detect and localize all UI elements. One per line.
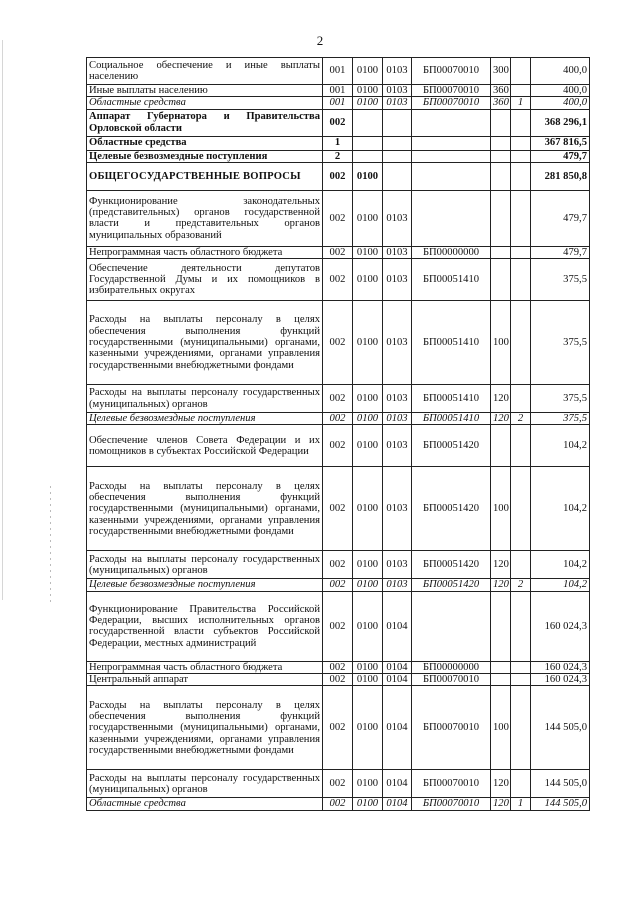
row-name: Обеспечение членов Совета Федерации и их помощников в субъектах Российской Федерации — [87, 425, 323, 467]
cell-amount: 375,5 — [531, 259, 590, 301]
cell-vr: 100 — [491, 467, 511, 551]
row-name: Целевые безвозмездные поступления — [87, 150, 323, 162]
row-name: Функционирование Правительства Российской Федерации, высших исполнительных органов государственной власти субъектов Российской Федерации, местных администраций — [87, 591, 323, 661]
table-row — [87, 97, 590, 109]
table-row — [87, 413, 590, 425]
cell-vr: 120 — [491, 551, 511, 579]
cell-vr — [491, 674, 511, 686]
cell-csr: БП00051410 — [412, 301, 491, 385]
cell-gr: 002 — [323, 674, 353, 686]
row-name: Областные средства — [87, 136, 323, 150]
cell-vr: 360 — [491, 97, 511, 109]
cell-vr: 120 — [491, 798, 511, 810]
cell-rz — [353, 136, 383, 150]
cell-amount: 368 296,1 — [531, 109, 590, 136]
cell-gr: 002 — [323, 425, 353, 467]
cell-csr: БП00051410 — [412, 259, 491, 301]
cell-vr: 120 — [491, 385, 511, 413]
cell-rz — [353, 150, 383, 162]
cell-rz: 0100 — [353, 259, 383, 301]
cell-source — [511, 385, 531, 413]
cell-rz: 0100 — [353, 551, 383, 579]
cell-csr: БП00051420 — [412, 551, 491, 579]
cell-amount: 104,2 — [531, 425, 590, 467]
cell-amount: 375,5 — [531, 385, 590, 413]
cell-csr — [412, 190, 491, 246]
cell-vr: 120 — [491, 413, 511, 425]
cell-gr: 002 — [323, 301, 353, 385]
cell-vr: 120 — [491, 579, 511, 591]
cell-csr: БП00000000 — [412, 661, 491, 673]
cell-gr: 002 — [323, 579, 353, 591]
cell-vr — [491, 591, 511, 661]
cell-amount: 375,5 — [531, 413, 590, 425]
cell-amount: 144 505,0 — [531, 798, 590, 810]
cell-rz: 0100 — [353, 97, 383, 109]
cell-rz: 0100 — [353, 798, 383, 810]
cell-pr: 0104 — [383, 674, 412, 686]
cell-gr: 002 — [323, 259, 353, 301]
cell-csr — [412, 109, 491, 136]
cell-gr: 002 — [323, 591, 353, 661]
cell-source — [511, 150, 531, 162]
cell-csr: БП00051420 — [412, 579, 491, 591]
cell-source: 2 — [511, 413, 531, 425]
cell-rz: 0100 — [353, 162, 383, 190]
cell-gr: 002 — [323, 770, 353, 798]
row-name: Расходы на выплаты персоналу в целях обеспечения выполнения функций государственными (муниципальными) органами, казенными учреждениями, органами управления государственными внебюджетными фондами — [87, 467, 323, 551]
cell-rz: 0100 — [353, 246, 383, 258]
cell-rz: 0100 — [353, 674, 383, 686]
cell-source — [511, 674, 531, 686]
row-name: Социальное обеспечение и иные выплаты населению — [87, 58, 323, 85]
table-row — [87, 661, 590, 673]
cell-gr: 002 — [323, 551, 353, 579]
cell-amount: 104,2 — [531, 467, 590, 551]
cell-amount: 104,2 — [531, 551, 590, 579]
cell-amount: 104,2 — [531, 579, 590, 591]
cell-gr: 1 — [323, 136, 353, 150]
cell-csr: БП00051410 — [412, 413, 491, 425]
row-name: Расходы на выплаты персоналу государственных (муниципальных) органов — [87, 770, 323, 798]
page-number: 2 — [316, 33, 324, 48]
cell-vr: 100 — [491, 301, 511, 385]
cell-rz: 0100 — [353, 85, 383, 97]
cell-vr — [491, 425, 511, 467]
cell-vr — [491, 661, 511, 673]
cell-rz: 0100 — [353, 661, 383, 673]
cell-gr: 002 — [323, 385, 353, 413]
table-row — [87, 150, 590, 162]
cell-vr — [491, 162, 511, 190]
cell-source — [511, 136, 531, 150]
cell-csr: БП00070010 — [412, 798, 491, 810]
cell-gr: 002 — [323, 413, 353, 425]
cell-gr: 002 — [323, 190, 353, 246]
row-name: Расходы на выплаты персоналу государственных (муниципальных) органов — [87, 551, 323, 579]
cell-source — [511, 686, 531, 770]
table-row — [87, 85, 590, 97]
cell-gr: 001 — [323, 97, 353, 109]
cell-rz: 0100 — [353, 385, 383, 413]
table-row — [87, 190, 590, 246]
table-row — [87, 551, 590, 579]
cell-gr: 2 — [323, 150, 353, 162]
cell-gr: 002 — [323, 467, 353, 551]
cell-pr: 0104 — [383, 661, 412, 673]
cell-csr: БП00051410 — [412, 385, 491, 413]
table-row — [87, 259, 590, 301]
cell-rz: 0100 — [353, 190, 383, 246]
cell-pr: 0104 — [383, 591, 412, 661]
cell-amount: 160 024,3 — [531, 674, 590, 686]
cell-rz: 0100 — [353, 770, 383, 798]
row-name: Аппарат Губернатора и Правительства Орловской области — [87, 109, 323, 136]
cell-amount: 160 024,3 — [531, 661, 590, 673]
cell-source — [511, 259, 531, 301]
cell-vr — [491, 109, 511, 136]
cell-rz: 0100 — [353, 591, 383, 661]
cell-vr: 100 — [491, 686, 511, 770]
row-name: Функционирование законодательных (представительных) органов государственной власти и представительных органов муниципальных образований — [87, 190, 323, 246]
cell-source — [511, 425, 531, 467]
cell-gr: 002 — [323, 162, 353, 190]
cell-csr: БП00051420 — [412, 467, 491, 551]
cell-source — [511, 190, 531, 246]
cell-vr: 360 — [491, 85, 511, 97]
cell-source — [511, 162, 531, 190]
cell-csr — [412, 136, 491, 150]
cell-pr: 0103 — [383, 413, 412, 425]
row-name: Областные средства — [87, 97, 323, 109]
cell-amount: 400,0 — [531, 97, 590, 109]
cell-amount: 479,7 — [531, 150, 590, 162]
cell-amount: 144 505,0 — [531, 686, 590, 770]
cell-pr: 0103 — [383, 551, 412, 579]
cell-csr: БП00000000 — [412, 246, 491, 258]
row-name: Иные выплаты населению — [87, 85, 323, 97]
cell-pr: 0103 — [383, 190, 412, 246]
cell-csr — [412, 150, 491, 162]
table-row — [87, 579, 590, 591]
cell-pr: 0103 — [383, 425, 412, 467]
table-row — [87, 467, 590, 551]
table-row — [87, 674, 590, 686]
cell-source: 1 — [511, 97, 531, 109]
cell-source — [511, 770, 531, 798]
table-row — [87, 425, 590, 467]
cell-csr: БП00070010 — [412, 686, 491, 770]
table-row — [87, 162, 590, 190]
cell-source — [511, 58, 531, 85]
cell-amount: 479,7 — [531, 246, 590, 258]
cell-rz: 0100 — [353, 467, 383, 551]
cell-amount: 281 850,8 — [531, 162, 590, 190]
cell-rz: 0100 — [353, 686, 383, 770]
cell-csr: БП00070010 — [412, 770, 491, 798]
cell-source: 1 — [511, 798, 531, 810]
cell-pr: 0104 — [383, 686, 412, 770]
cell-pr: 0103 — [383, 246, 412, 258]
cell-vr — [491, 190, 511, 246]
cell-amount: 479,7 — [531, 190, 590, 246]
cell-pr: 0103 — [383, 385, 412, 413]
cell-vr — [491, 259, 511, 301]
cell-pr: 0103 — [383, 467, 412, 551]
row-name: Целевые безвозмездные поступления — [87, 579, 323, 591]
row-name: Обеспечение деятельности депутатов Государственной Думы и их помощников в избирательных округах — [87, 259, 323, 301]
cell-source — [511, 246, 531, 258]
cell-amount: 160 024,3 — [531, 591, 590, 661]
row-name: Расходы на выплаты персоналу в целях обеспечения выполнения функций государственными (муниципальными) органами, казенными учреждениями, органами управления государственными внебюджетными фондами — [87, 301, 323, 385]
cell-source — [511, 467, 531, 551]
cell-rz — [353, 109, 383, 136]
table-row — [87, 686, 590, 770]
cell-gr: 002 — [323, 246, 353, 258]
budget-table-body — [87, 58, 590, 811]
table-row — [87, 591, 590, 661]
cell-amount: 367 816,5 — [531, 136, 590, 150]
row-name: Непрограммная часть областного бюджета — [87, 246, 323, 258]
scan-margin-line — [2, 40, 3, 600]
cell-rz: 0100 — [353, 58, 383, 85]
table-row — [87, 798, 590, 810]
cell-rz: 0100 — [353, 579, 383, 591]
cell-pr — [383, 136, 412, 150]
cell-csr: БП00070010 — [412, 58, 491, 85]
cell-source — [511, 661, 531, 673]
cell-gr: 001 — [323, 85, 353, 97]
table-row — [87, 770, 590, 798]
table-row — [87, 385, 590, 413]
cell-csr: БП00070010 — [412, 674, 491, 686]
cell-csr — [412, 162, 491, 190]
cell-gr: 002 — [323, 798, 353, 810]
cell-pr: 0104 — [383, 770, 412, 798]
cell-pr — [383, 150, 412, 162]
cell-pr: 0104 — [383, 798, 412, 810]
cell-csr: БП00070010 — [412, 97, 491, 109]
cell-vr: 300 — [491, 58, 511, 85]
table-row — [87, 58, 590, 85]
cell-source: 2 — [511, 579, 531, 591]
cell-vr — [491, 150, 511, 162]
row-name: ОБЩЕГОСУДАРСТВЕННЫЕ ВОПРОСЫ — [87, 162, 323, 190]
table-row — [87, 109, 590, 136]
cell-pr: 0103 — [383, 579, 412, 591]
cell-rz: 0100 — [353, 425, 383, 467]
row-name: Расходы на выплаты персоналу в целях обеспечения выполнения функций государственными (муниципальными) органами, казенными учреждениями, органами управления государственными внебюджетными фондами — [87, 686, 323, 770]
cell-amount: 400,0 — [531, 85, 590, 97]
cell-gr: 002 — [323, 686, 353, 770]
cell-pr — [383, 162, 412, 190]
cell-source — [511, 301, 531, 385]
cell-pr: 0103 — [383, 58, 412, 85]
cell-rz: 0100 — [353, 413, 383, 425]
cell-pr: 0103 — [383, 97, 412, 109]
table-row — [87, 301, 590, 385]
cell-gr: 002 — [323, 661, 353, 673]
cell-rz: 0100 — [353, 301, 383, 385]
row-name: Областные средства — [87, 798, 323, 810]
cell-source — [511, 109, 531, 136]
cell-vr — [491, 246, 511, 258]
cell-vr: 120 — [491, 770, 511, 798]
cell-gr: 002 — [323, 109, 353, 136]
row-name: Центральный аппарат — [87, 674, 323, 686]
table-row — [87, 136, 590, 150]
cell-pr: 0103 — [383, 259, 412, 301]
budget-table — [86, 57, 590, 811]
row-name: Расходы на выплаты персоналу государственных (муниципальных) органов — [87, 385, 323, 413]
cell-source — [511, 85, 531, 97]
cell-csr: БП00051420 — [412, 425, 491, 467]
cell-csr — [412, 591, 491, 661]
scan-margin-dots — [50, 486, 51, 606]
cell-source — [511, 591, 531, 661]
cell-pr: 0103 — [383, 85, 412, 97]
row-name: Непрограммная часть областного бюджета — [87, 661, 323, 673]
cell-amount: 400,0 — [531, 58, 590, 85]
cell-amount: 144 505,0 — [531, 770, 590, 798]
cell-gr: 001 — [323, 58, 353, 85]
cell-vr — [491, 136, 511, 150]
cell-pr — [383, 109, 412, 136]
cell-pr: 0103 — [383, 301, 412, 385]
cell-amount: 375,5 — [531, 301, 590, 385]
cell-csr: БП00070010 — [412, 85, 491, 97]
cell-source — [511, 551, 531, 579]
table-row — [87, 246, 590, 258]
row-name: Целевые безвозмездные поступления — [87, 413, 323, 425]
